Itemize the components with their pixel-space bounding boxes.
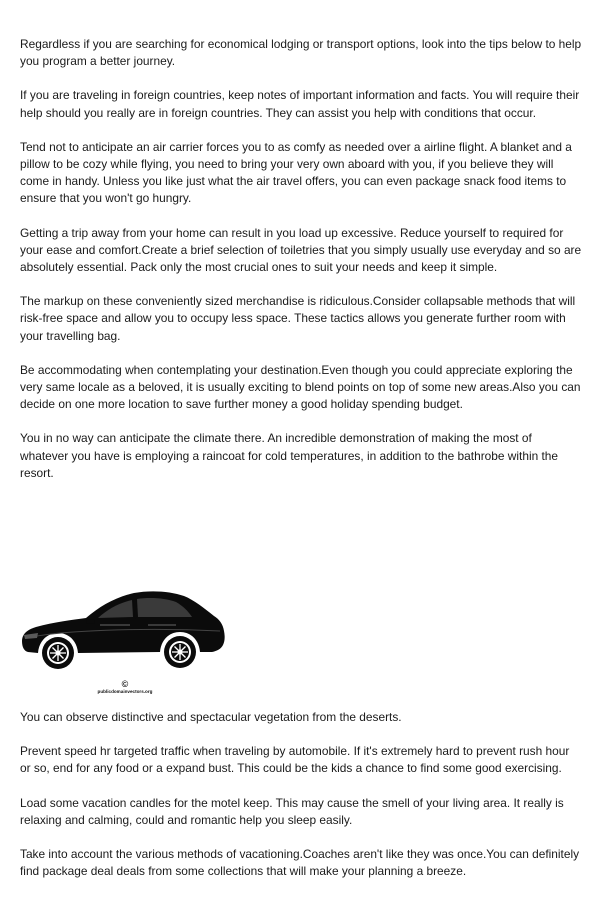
paragraph: The markup on these conveniently sized merchandise is ridiculous.Consider collapsable methods that will risk-free space and allow you to occupy less space. These tactics allows you generate further room with your travelling bag. — [20, 294, 576, 343]
paragraph: Take into account the various methods of vacationing.Coaches aren't like they was once.You can definitely find package deal deals from some collections that will make your planning a breeze. — [20, 847, 580, 879]
paragraph: Be accommodating when contemplating your destination.Even though you could appreciate exploring the very same locale as a beloved, it is usually exciting to blend points on top of some new areas.Also you can decide on one more location to save further money a good holiday spending budget. — [20, 362, 581, 412]
paragraph: Getting a trip away from your home can result in you load up excessive. Reduce yourself to required for your ease and comfort.Create a brief selection of toiletries that you simply usually use everyday and so are absolutely essential. Pack only the most crucial ones to suit your needs and keep it simple. — [20, 225, 582, 275]
paragraph: Tend not to anticipate an air carrier forces you to as comfy as needed over a airline flight. A blanket and a pillow to be cozy while flying, you need to bring your very own aboard with you, if you believe they will come in handy. Unless you like just what the air travel offers, you can even package snack food items to ensure that you won't go hungry. — [20, 139, 572, 206]
paragraph: Prevent speed hr targeted traffic when traveling by automobile. If it's extremely hard to prevent rush hour or so, end for any food or a expand bust. This could be the kids a chance to find some good exercising. — [20, 744, 570, 776]
document-page — [20, 36, 582, 897]
car-silhouette-icon — [20, 579, 226, 675]
paragraph: Load some vacation candles for the motel keep. This may cause the smell of your living area. It really is relaxing and calming, could and romantic help you sleep easily. — [20, 795, 564, 827]
paragraph: Regardless if you are searching for economical lodging or transport options, look into the tips below to help you program a better journey. — [20, 37, 582, 69]
paragraph: You in no way can anticipate the climate there. An incredible demonstration of making the most of whatever you have is employing a raincoat for cold temperatures, in addition to the bathrobe within the resort. — [20, 431, 559, 480]
paragraph: You can observe distinctive and spectacular vegetation from the deserts. — [20, 710, 402, 725]
copyright-symbol: © — [121, 679, 129, 690]
car-figure — [20, 499, 582, 707]
credit-text: publicdomainvectors.org — [97, 689, 153, 695]
paragraph: If you are traveling in foreign countries, keep notes of important information and facts. You will require their help should you really are in foreign countries. They can assist you help with conditions that occur. — [20, 88, 580, 120]
image-credit — [92, 679, 158, 695]
